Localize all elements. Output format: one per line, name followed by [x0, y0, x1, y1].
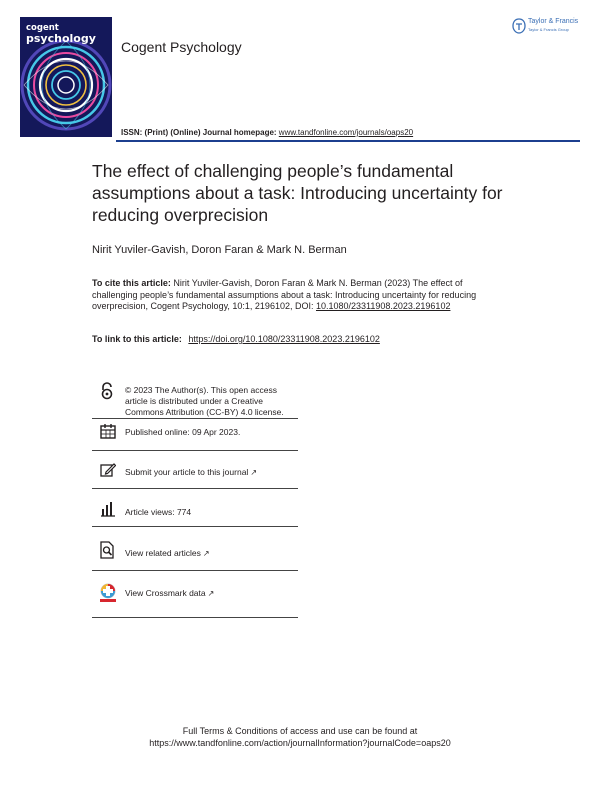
page-footer: [0, 725, 600, 749]
crossmark-icon: [99, 583, 117, 603]
footer-terms-text: Full Terms & Conditions of access and use can be found at: [182, 726, 418, 736]
citation-block: [92, 278, 487, 313]
journal-cover-image: [20, 17, 112, 137]
article-link-label: To link to this article:: [92, 334, 182, 344]
citation-label: To cite this article:: [92, 278, 171, 288]
article-link-line: [92, 334, 380, 344]
journal-homepage-link[interactable]: www.tandfonline.com/journals/oaps20: [278, 128, 414, 137]
related-articles-row[interactable]: [92, 540, 298, 562]
article-authors: Nirit Yuviler-Gavish, Doron Faran & Mark N. Berman: [92, 244, 347, 256]
submit-article-row[interactable]: [92, 460, 298, 482]
citation-doi-link[interactable]: 10.1080/23311908.2023.2196102: [315, 301, 451, 311]
external-link-icon: ↗: [207, 589, 215, 598]
crossmark-row[interactable]: [92, 582, 298, 608]
published-row: [92, 422, 298, 444]
info-divider: [92, 617, 298, 618]
external-link-icon: ↗: [202, 549, 210, 558]
article-doi-url[interactable]: https://doi.org/10.1080/23311908.2023.2196102: [188, 334, 380, 344]
related-articles-link[interactable]: View related articles: [125, 548, 201, 558]
published-date: Published online: 09 Apr 2023.: [125, 427, 241, 437]
cover-brand-line2: psychology: [26, 31, 96, 45]
publisher-logo[interactable]: [511, 16, 587, 36]
article-views-row: [92, 500, 298, 522]
info-divider: [92, 526, 298, 527]
footer-terms-url[interactable]: https://www.tandfonline.com/action/journalInformation?journalCode=oaps20: [149, 738, 451, 748]
publisher-tagline: Taylor & Francis Group: [528, 27, 569, 32]
header-rule: [116, 140, 580, 142]
publisher-name: Taylor & Francis: [528, 18, 579, 25]
calendar-icon: [100, 423, 116, 439]
crossmark-link[interactable]: View Crossmark data: [125, 588, 206, 598]
open-access-row: [92, 382, 298, 416]
info-divider: [92, 450, 298, 451]
related-search-icon: [100, 541, 116, 559]
article-views: Article views: 774: [125, 507, 192, 517]
info-divider: [92, 488, 298, 489]
issn-line: [121, 128, 413, 137]
open-access-icon: [100, 382, 114, 400]
article-title: The effect of challenging people’s fundamental assumptions about a task: Introducing uncertainty for reducing overprecision: [92, 161, 503, 225]
cover-brand-line1: cogent: [26, 23, 59, 33]
journal-name: Cogent Psychology: [121, 39, 242, 55]
external-link-icon: ↗: [250, 468, 258, 477]
cover-brand: [26, 24, 96, 44]
info-divider: [92, 418, 298, 419]
publisher-logo-icon: [512, 18, 526, 34]
submit-edit-icon: [100, 462, 116, 478]
info-divider: [92, 570, 298, 571]
submit-article-link[interactable]: Submit your article to this journal: [125, 467, 249, 477]
issn-label: ISSN: (Print) (Online) Journal homepage:: [121, 128, 277, 137]
bar-chart-icon: [100, 501, 116, 517]
citation-text: Nirit Yuviler-Gavish, Doron Faran & Mark N. Berman (2023) The effect of challenging people’s fundamental assumptions about a task: Introducing uncertainty for reducing overprecision, Cogent Psychology, 10:1, 2196102, DOI:: [92, 278, 477, 311]
license-text: © 2023 The Author(s). This open access article is distributed under a Creative Commons Attribution (CC-BY) 4.0 license.: [125, 385, 284, 417]
